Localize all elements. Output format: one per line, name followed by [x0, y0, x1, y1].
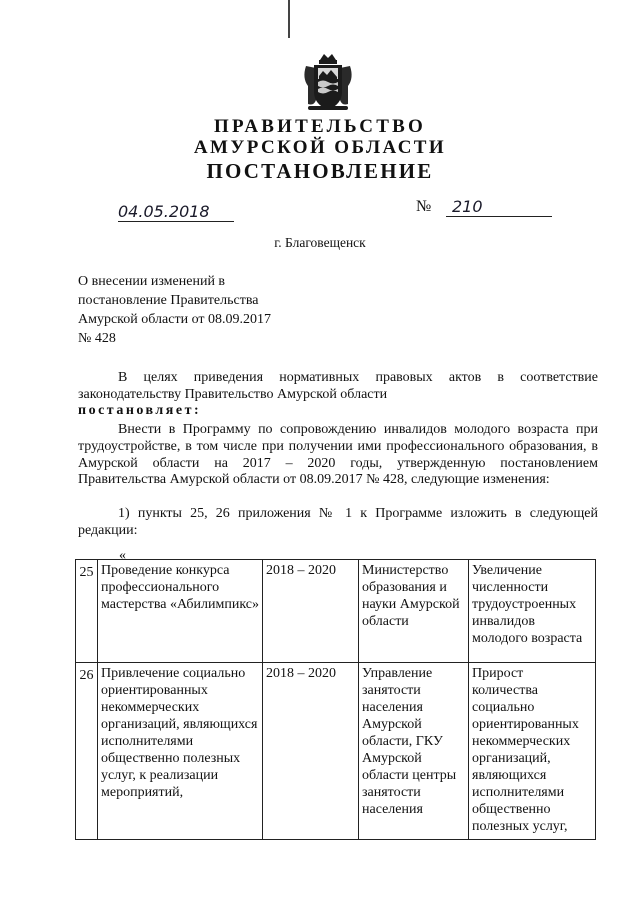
- subject-line: постановление Правительства: [78, 293, 259, 308]
- opening-quote: «: [119, 548, 126, 563]
- row-number: 26: [76, 663, 98, 840]
- coat-of-arms-icon: [300, 52, 356, 114]
- document-type: ПОСТАНОВЛЕНИЕ: [206, 159, 434, 183]
- subject-line: № 428: [78, 331, 116, 346]
- amendment-item-1: 1) пункты 25, 26 приложения № 1 к Программе изложить в следующей редакции:: [78, 506, 598, 538]
- binding-margin-mark: [288, 0, 290, 38]
- number-label: №: [416, 198, 432, 215]
- executor-cell: Министерство образования и науки Амурской области: [359, 560, 469, 663]
- preamble-paragraph: В целях приведения нормативных правовых актов в соответствие законодательству Правительство Амурской области: [78, 370, 598, 402]
- document-number: 210: [446, 197, 552, 217]
- table-row: [76, 663, 596, 840]
- document-subject: [78, 272, 348, 348]
- government-title-line2: АМУРСКОЙ ОБЛАСТИ: [193, 137, 447, 158]
- measure-cell: Проведение конкурса профессионального мастерства «Абилимпикс»: [98, 560, 263, 663]
- measure-cell: Привлечение социально ориентированных некоммерческих организаций, являющихся исполнителями общественно полезных услуг, к реализации мероприятий,: [98, 663, 263, 840]
- decides-keyword: постановляет:: [78, 403, 202, 418]
- period-cell: 2018 – 2020: [263, 560, 359, 663]
- government-title-line1: ПРАВИТЕЛЬСТВО: [214, 116, 426, 137]
- amendment-paragraph: Внести в Программу по сопровождению инвалидов молодого возраста при трудоустройстве, в том числе при получении ими профессионального образования, в Амурской области на 2017 – 2020 годы, утвержденную постановлением Правительства Амурской области от 08.09.2017 № 428, следующие изменения:: [78, 422, 598, 488]
- city: г. Благовещенск: [274, 235, 366, 250]
- program-table: [75, 559, 596, 840]
- period-cell: 2018 – 2020: [263, 663, 359, 840]
- subject-line: Амурской области от 08.09.2017: [78, 312, 271, 327]
- document-date: 04.05.2018: [118, 202, 234, 222]
- executor-cell: Управление занятости населения Амурской области, ГКУ Амурской области центры занятости населения: [359, 663, 469, 840]
- result-cell: Прирост количества социально ориентированных некоммерческих организаций, являющихся исполнителями общественно полезных услуг,: [469, 663, 596, 840]
- result-cell: Увеличение численности трудоустроенных инвалидов молодого возраста: [469, 560, 596, 663]
- subject-line: О внесении изменений в: [78, 274, 226, 289]
- table-row: [76, 560, 596, 663]
- row-number: 25: [76, 560, 98, 663]
